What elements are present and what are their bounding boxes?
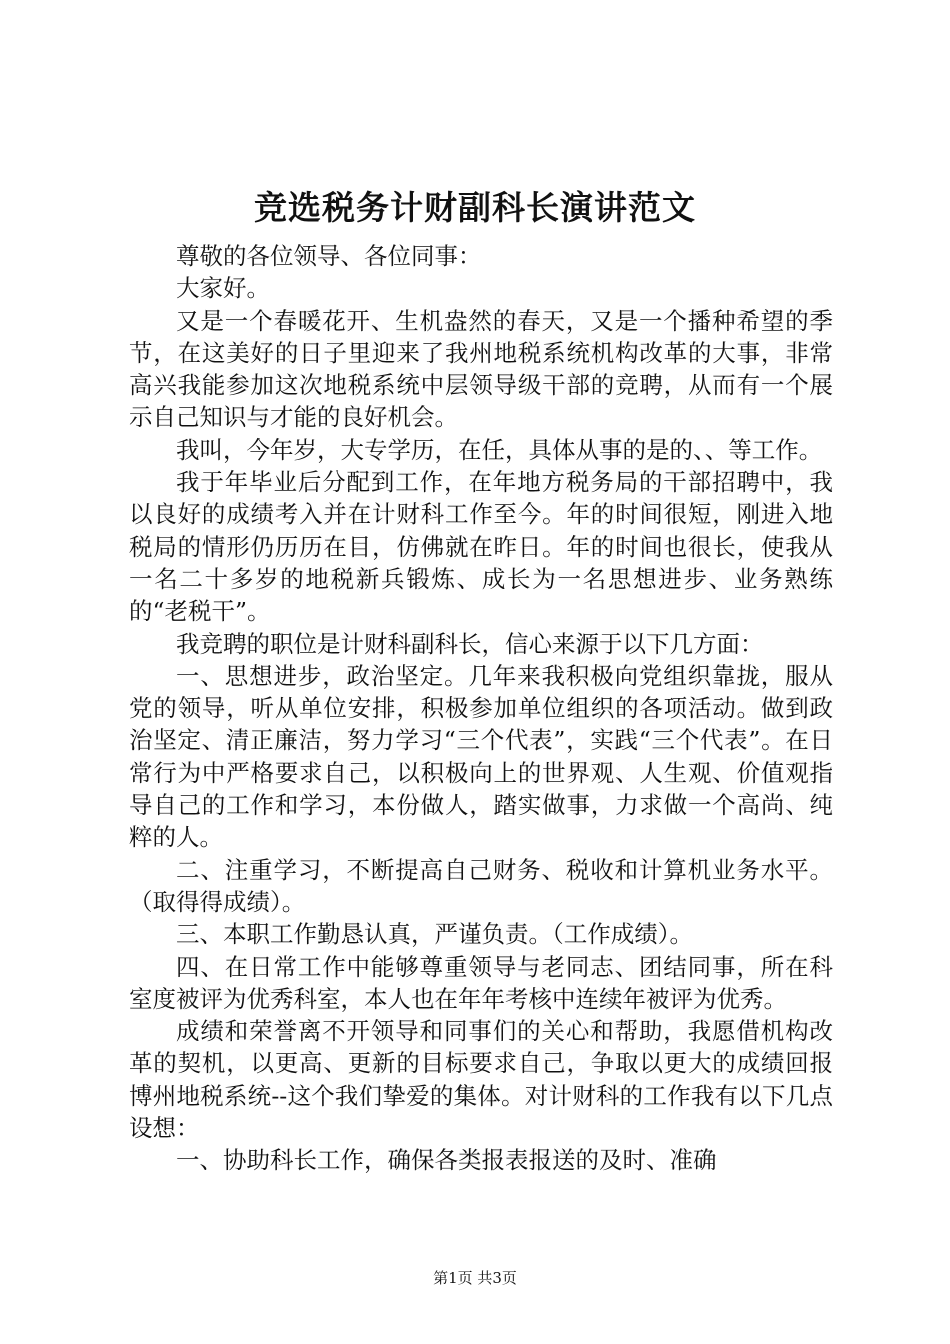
paragraph-point-three: 三、本职工作勤恳认真，严谨负责。（工作成绩）。 xyxy=(176,920,693,949)
paragraph-salutation: 尊敬的各位领导、各位同事： xyxy=(176,242,482,270)
page-footer: 第1页 共3页 xyxy=(433,1269,517,1287)
paragraph-position: 我竞聘的职位是计财科副科长，信心来源于以下几方面： xyxy=(176,629,764,658)
paragraph-point-one: 一、思想进步，政治坚定。几年来我积极向党组织靠拢，服从党的领导，听从单位安排，积极参加单位组织的各项活动。做到政治坚定、清正廉洁，努力学习“三个代表”，实践“三个代表”。在日常行为中严格要求自己，以积极向上的世界观、人生观、价值观指导自己的工作和学习，本份做人，踏实做事，力求做一个高尚、纯粹的人。 xyxy=(129,661,833,852)
document-body xyxy=(129,240,833,1177)
paragraph-point-four: 四、在日常工作中能够尊重领导与老同志、团结同事，所在科室度被评为优秀科室，本人也在年年考核中连续年被评为优秀。 xyxy=(129,952,833,1013)
paragraph-plan-one: 一、协助科长工作，确保各类报表报送的及时、准确 xyxy=(176,1146,717,1175)
paragraph-self-introduction: 我叫，今年岁，大专学历，在任，具体从事的是的、、等工作。 xyxy=(176,435,823,464)
paragraph-point-two: 二、注重学习，不断提高自己财务、税收和计算机业务水平。（取得得成绩）。 xyxy=(129,855,833,916)
paragraph-work-history: 我于年毕业后分配到工作，在年地方税务局的干部招聘中，我以良好的成绩考入并在计财科工作至今。年的时间很短，刚进入地税局的情形仍历历在目，仿佛就在昨日。年的时间也很长，使我从一名二十多岁的地税新兵锻炼、成长为一名思想进步、业务熟练的“老税干”。 xyxy=(129,468,833,626)
paragraph-greeting: 大家好。 xyxy=(176,274,270,303)
paragraph-intro: 又是一个春暖花开、生机盎然的春天，又是一个播种希望的季节，在这美好的日子里迎来了我州地税系统机构改革的大事，非常高兴我能参加这次地税系统中层领导级干部的竞聘，从而有一个展示自己知识与才能的良好机会。 xyxy=(129,306,833,432)
paragraph-gratitude: 成绩和荣誉离不开领导和同事们的关心和帮助，我愿借机构改革的契机，以更高、更新的目标要求自己，争取以更大的成绩回报博州地税系统--这个我们挚爱的集体。对计财科的工作我有以下几点设想： xyxy=(129,1017,833,1143)
document-title: 竞选税务计财副科长演讲范文 xyxy=(254,188,696,227)
